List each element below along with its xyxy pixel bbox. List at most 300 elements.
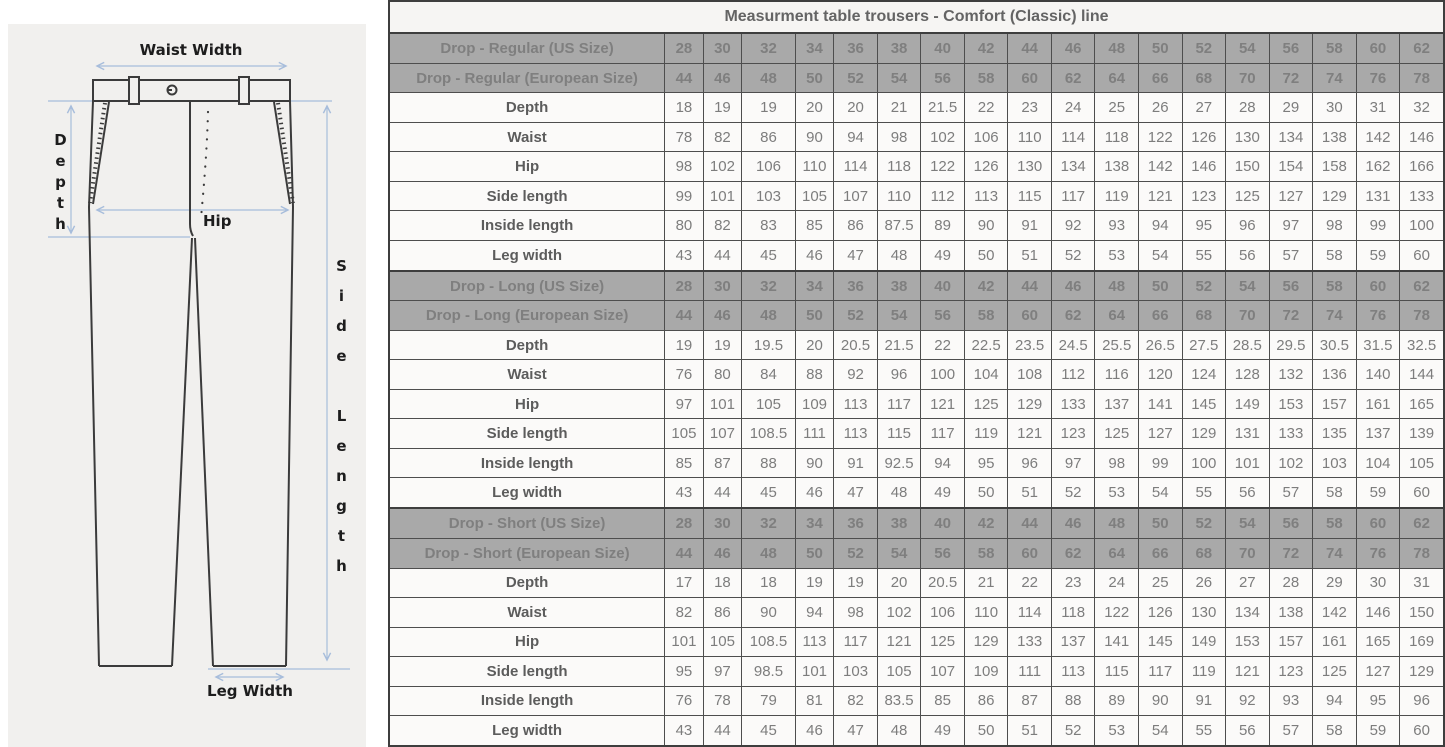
value-cell: 157 — [1269, 627, 1313, 657]
measurement-table — [388, 0, 1445, 747]
value-cell: 52 — [834, 63, 878, 93]
value-cell: 19 — [703, 93, 742, 123]
value-cell: 58 — [1313, 478, 1357, 508]
value-cell: 91 — [1008, 211, 1052, 241]
value-cell: 100 — [1400, 211, 1444, 241]
value-cell: 28.5 — [1226, 330, 1270, 360]
value-cell: 46 — [795, 240, 834, 270]
value-cell: 95 — [1356, 686, 1400, 716]
depth-label: Depth — [51, 131, 70, 236]
value-cell: 32.5 — [1400, 330, 1444, 360]
value-cell: 122 — [1095, 598, 1139, 628]
value-cell: 50 — [795, 301, 834, 331]
pocket-left — [93, 102, 109, 204]
value-cell: 19 — [795, 568, 834, 598]
value-cell: 57 — [1269, 478, 1313, 508]
pocket-right — [274, 102, 290, 204]
value-cell: 56 — [1269, 508, 1313, 538]
value-cell: 88 — [1051, 686, 1095, 716]
value-cell: 142 — [1138, 152, 1182, 182]
value-cell: 137 — [1356, 419, 1400, 449]
value-cell: 85 — [665, 448, 704, 478]
value-cell: 114 — [1008, 598, 1052, 628]
value-cell: 87.5 — [877, 211, 921, 241]
value-cell: 45 — [742, 716, 796, 746]
row-label: Side length — [389, 181, 665, 211]
value-cell: 66 — [1138, 301, 1182, 331]
value-cell: 129 — [1008, 389, 1052, 419]
value-cell: 36 — [834, 508, 878, 538]
value-cell: 125 — [921, 627, 965, 657]
value-cell: 110 — [1008, 122, 1052, 152]
value-cell: 23 — [1051, 568, 1095, 598]
row-label: Side length — [389, 419, 665, 449]
value-cell: 52 — [834, 301, 878, 331]
value-cell: 89 — [921, 211, 965, 241]
value-cell: 58 — [1313, 508, 1357, 538]
value-cell: 97 — [665, 389, 704, 419]
value-cell: 86 — [742, 122, 796, 152]
value-cell: 85 — [921, 686, 965, 716]
value-cell: 46 — [703, 301, 742, 331]
table-title-row — [389, 1, 1444, 33]
value-cell: 121 — [1138, 181, 1182, 211]
value-cell: 139 — [1400, 419, 1444, 449]
value-cell: 85 — [795, 211, 834, 241]
value-cell: 44 — [665, 539, 704, 569]
value-cell: 93 — [1269, 686, 1313, 716]
value-cell: 135 — [1313, 419, 1357, 449]
value-cell: 110 — [964, 598, 1008, 628]
value-cell: 38 — [877, 508, 921, 538]
value-cell: 104 — [1356, 448, 1400, 478]
belt-loop-left — [129, 77, 139, 104]
value-cell: 52 — [1182, 33, 1226, 63]
value-cell: 133 — [1051, 389, 1095, 419]
value-cell: 38 — [877, 271, 921, 301]
value-cell: 70 — [1226, 63, 1270, 93]
value-cell: 94 — [1138, 211, 1182, 241]
value-cell: 146 — [1400, 122, 1444, 152]
value-cell: 92 — [834, 360, 878, 390]
value-cell: 47 — [834, 716, 878, 746]
value-cell: 88 — [795, 360, 834, 390]
value-cell: 54 — [1138, 240, 1182, 270]
value-cell: 22.5 — [964, 330, 1008, 360]
value-cell: 52 — [1182, 508, 1226, 538]
value-cell: 43 — [665, 478, 704, 508]
value-cell: 49 — [921, 478, 965, 508]
value-cell: 52 — [1051, 478, 1095, 508]
value-cell: 56 — [921, 301, 965, 331]
value-cell: 134 — [1051, 152, 1095, 182]
value-cell: 21.5 — [921, 93, 965, 123]
value-cell: 46 — [795, 716, 834, 746]
value-cell: 56 — [1269, 33, 1313, 63]
value-cell: 107 — [921, 657, 965, 687]
value-cell: 19 — [703, 330, 742, 360]
value-cell: 74 — [1313, 63, 1357, 93]
value-cell: 146 — [1182, 152, 1226, 182]
value-cell: 130 — [1182, 598, 1226, 628]
value-cell: 68 — [1182, 63, 1226, 93]
value-cell: 127 — [1269, 181, 1313, 211]
value-cell: 86 — [703, 598, 742, 628]
value-cell: 100 — [1182, 448, 1226, 478]
value-cell: 24 — [1095, 568, 1139, 598]
value-cell: 82 — [703, 122, 742, 152]
value-cell: 149 — [1226, 389, 1270, 419]
value-cell: 110 — [795, 152, 834, 182]
value-cell: 142 — [1356, 122, 1400, 152]
value-cell: 87 — [703, 448, 742, 478]
value-cell: 55 — [1182, 240, 1226, 270]
value-cell: 50 — [795, 63, 834, 93]
value-cell: 94 — [921, 448, 965, 478]
value-cell: 29.5 — [1269, 330, 1313, 360]
row-label: Waist — [389, 122, 665, 152]
trouser-diagram — [0, 0, 388, 747]
value-cell: 153 — [1269, 389, 1313, 419]
value-cell: 141 — [1138, 389, 1182, 419]
value-cell: 133 — [1008, 627, 1052, 657]
value-cell: 120 — [1138, 360, 1182, 390]
value-cell: 60 — [1008, 539, 1052, 569]
value-cell: 21 — [964, 568, 1008, 598]
value-cell: 25 — [1095, 93, 1139, 123]
value-cell: 52 — [834, 539, 878, 569]
value-cell: 123 — [1182, 181, 1226, 211]
value-cell: 28 — [1226, 93, 1270, 123]
value-cell: 103 — [1313, 448, 1357, 478]
value-cell: 132 — [1269, 360, 1313, 390]
value-cell: 26 — [1182, 568, 1226, 598]
value-cell: 22 — [921, 330, 965, 360]
value-cell: 56 — [921, 63, 965, 93]
value-cell: 20.5 — [834, 330, 878, 360]
value-cell: 60 — [1008, 63, 1052, 93]
value-cell: 113 — [795, 627, 834, 657]
value-cell: 102 — [877, 598, 921, 628]
value-cell: 109 — [964, 657, 1008, 687]
value-cell: 129 — [1182, 419, 1226, 449]
value-cell: 128 — [1226, 360, 1270, 390]
value-cell: 53 — [1095, 240, 1139, 270]
value-cell: 127 — [1356, 657, 1400, 687]
row-label: Drop - Regular (US Size) — [389, 33, 665, 63]
value-cell: 138 — [1313, 122, 1357, 152]
value-cell: 54 — [1138, 478, 1182, 508]
row-label: Drop - Short (US Size) — [389, 508, 665, 538]
measurement-row — [389, 360, 1444, 390]
value-cell: 137 — [1051, 627, 1095, 657]
value-cell: 20 — [795, 330, 834, 360]
value-cell: 59 — [1356, 478, 1400, 508]
value-cell: 18 — [742, 568, 796, 598]
value-cell: 27 — [1226, 568, 1270, 598]
value-cell: 46 — [703, 539, 742, 569]
value-cell: 54 — [1226, 508, 1270, 538]
value-cell: 86 — [964, 686, 1008, 716]
value-cell: 94 — [1313, 686, 1357, 716]
value-cell: 98 — [834, 598, 878, 628]
value-cell: 84 — [742, 360, 796, 390]
value-cell: 81 — [795, 686, 834, 716]
value-cell: 50 — [1138, 33, 1182, 63]
value-cell: 102 — [921, 122, 965, 152]
value-cell: 57 — [1269, 716, 1313, 746]
measurement-row — [389, 568, 1444, 598]
value-cell: 121 — [1226, 657, 1270, 687]
value-cell: 134 — [1269, 122, 1313, 152]
value-cell: 27 — [1182, 93, 1226, 123]
value-cell: 58 — [1313, 33, 1357, 63]
measurement-row — [389, 152, 1444, 182]
value-cell: 40 — [921, 33, 965, 63]
value-cell: 51 — [1008, 240, 1052, 270]
value-cell: 157 — [1313, 389, 1357, 419]
value-cell: 96 — [877, 360, 921, 390]
value-cell: 25.5 — [1095, 330, 1139, 360]
value-cell: 114 — [834, 152, 878, 182]
value-cell: 161 — [1313, 627, 1357, 657]
value-cell: 76 — [1356, 539, 1400, 569]
value-cell: 97 — [1269, 211, 1313, 241]
value-cell: 29 — [1269, 93, 1313, 123]
value-cell: 141 — [1095, 627, 1139, 657]
measurement-table-body — [389, 33, 1444, 746]
row-label: Hip — [389, 389, 665, 419]
value-cell: 68 — [1182, 539, 1226, 569]
value-cell: 103 — [834, 657, 878, 687]
trouser-drawing — [0, 0, 388, 747]
value-cell: 158 — [1313, 152, 1357, 182]
value-cell: 28 — [1269, 568, 1313, 598]
value-cell: 54 — [877, 539, 921, 569]
value-cell: 66 — [1138, 63, 1182, 93]
size-header-row — [389, 63, 1444, 93]
value-cell: 48 — [742, 301, 796, 331]
value-cell: 112 — [921, 181, 965, 211]
value-cell: 101 — [795, 657, 834, 687]
value-cell: 116 — [1095, 360, 1139, 390]
value-cell: 144 — [1400, 360, 1444, 390]
value-cell: 32 — [742, 271, 796, 301]
value-cell: 43 — [665, 240, 704, 270]
value-cell: 28 — [665, 508, 704, 538]
value-cell: 149 — [1182, 627, 1226, 657]
value-cell: 98 — [665, 152, 704, 182]
value-cell: 102 — [1269, 448, 1313, 478]
value-cell: 68 — [1182, 301, 1226, 331]
value-cell: 169 — [1400, 627, 1444, 657]
value-cell: 130 — [1226, 122, 1270, 152]
value-cell: 105 — [795, 181, 834, 211]
value-cell: 82 — [834, 686, 878, 716]
value-cell: 126 — [1138, 598, 1182, 628]
leg-width-label: Leg Width — [207, 682, 293, 700]
value-cell: 136 — [1313, 360, 1357, 390]
value-cell: 30 — [703, 508, 742, 538]
value-cell: 48 — [742, 539, 796, 569]
value-cell: 20 — [834, 93, 878, 123]
value-cell: 125 — [1313, 657, 1357, 687]
row-label: Depth — [389, 568, 665, 598]
value-cell: 90 — [795, 448, 834, 478]
value-cell: 27.5 — [1182, 330, 1226, 360]
value-cell: 119 — [1182, 657, 1226, 687]
value-cell: 97 — [1051, 448, 1095, 478]
value-cell: 58 — [1313, 271, 1357, 301]
value-cell: 50 — [964, 478, 1008, 508]
row-label: Leg width — [389, 478, 665, 508]
value-cell: 28 — [665, 271, 704, 301]
value-cell: 80 — [665, 211, 704, 241]
value-cell: 121 — [1008, 419, 1052, 449]
value-cell: 55 — [1182, 478, 1226, 508]
value-cell: 145 — [1182, 389, 1226, 419]
value-cell: 105 — [877, 657, 921, 687]
value-cell: 58 — [964, 539, 1008, 569]
value-cell: 138 — [1269, 598, 1313, 628]
value-cell: 87 — [1008, 686, 1052, 716]
value-cell: 78 — [1400, 301, 1444, 331]
value-cell: 118 — [1051, 598, 1095, 628]
value-cell: 30.5 — [1313, 330, 1357, 360]
value-cell: 46 — [1051, 271, 1095, 301]
value-cell: 95 — [964, 448, 1008, 478]
value-cell: 134 — [1226, 598, 1270, 628]
value-cell: 107 — [834, 181, 878, 211]
value-cell: 91 — [834, 448, 878, 478]
measurement-row — [389, 211, 1444, 241]
value-cell: 50 — [795, 539, 834, 569]
value-cell: 129 — [964, 627, 1008, 657]
value-cell: 129 — [1400, 657, 1444, 687]
value-cell: 56 — [921, 539, 965, 569]
value-cell: 58 — [1313, 240, 1357, 270]
value-cell: 113 — [834, 389, 878, 419]
value-cell: 48 — [742, 63, 796, 93]
value-cell: 50 — [1138, 271, 1182, 301]
value-cell: 165 — [1356, 627, 1400, 657]
value-cell: 50 — [1138, 508, 1182, 538]
value-cell: 19.5 — [742, 330, 796, 360]
value-cell: 36 — [834, 271, 878, 301]
value-cell: 23.5 — [1008, 330, 1052, 360]
size-header-row — [389, 301, 1444, 331]
value-cell: 111 — [795, 419, 834, 449]
size-header-row — [389, 508, 1444, 538]
value-cell: 150 — [1226, 152, 1270, 182]
pocket-stitching — [90, 103, 293, 203]
value-cell: 31 — [1400, 568, 1444, 598]
row-label: Hip — [389, 627, 665, 657]
value-cell: 60 — [1400, 240, 1444, 270]
value-cell: 118 — [1095, 122, 1139, 152]
value-cell: 92 — [1226, 686, 1270, 716]
measurement-row — [389, 240, 1444, 270]
value-cell: 95 — [1182, 211, 1226, 241]
value-cell: 36 — [834, 33, 878, 63]
value-cell: 46 — [1051, 508, 1095, 538]
value-cell: 140 — [1356, 360, 1400, 390]
value-cell: 79 — [742, 686, 796, 716]
value-cell: 98 — [1313, 211, 1357, 241]
value-cell: 30 — [703, 33, 742, 63]
value-cell: 130 — [1008, 152, 1052, 182]
size-header-row — [389, 33, 1444, 63]
value-cell: 32 — [1400, 93, 1444, 123]
measurement-row — [389, 598, 1444, 628]
crease-dotted-line — [201, 112, 208, 218]
row-label: Leg width — [389, 240, 665, 270]
value-cell: 62 — [1400, 271, 1444, 301]
value-cell: 28 — [665, 33, 704, 63]
value-cell: 78 — [703, 686, 742, 716]
row-label: Waist — [389, 598, 665, 628]
value-cell: 32 — [742, 33, 796, 63]
value-cell: 96 — [1400, 686, 1444, 716]
value-cell: 52 — [1051, 240, 1095, 270]
value-cell: 110 — [877, 181, 921, 211]
row-label: Drop - Long (US Size) — [389, 271, 665, 301]
value-cell: 78 — [1400, 63, 1444, 93]
value-cell: 24.5 — [1051, 330, 1095, 360]
value-cell: 60 — [1356, 508, 1400, 538]
row-label: Side length — [389, 657, 665, 687]
value-cell: 117 — [1051, 181, 1095, 211]
size-header-row — [389, 539, 1444, 569]
value-cell: 98 — [1095, 448, 1139, 478]
value-cell: 90 — [964, 211, 1008, 241]
value-cell: 62 — [1400, 33, 1444, 63]
value-cell: 18 — [665, 93, 704, 123]
value-cell: 113 — [1051, 657, 1095, 687]
value-cell: 82 — [703, 211, 742, 241]
value-cell: 44 — [703, 240, 742, 270]
value-cell: 40 — [921, 271, 965, 301]
value-cell: 101 — [665, 627, 704, 657]
value-cell: 162 — [1356, 152, 1400, 182]
value-cell: 123 — [1269, 657, 1313, 687]
value-cell: 44 — [665, 301, 704, 331]
value-cell: 100 — [921, 360, 965, 390]
value-cell: 133 — [1400, 181, 1444, 211]
value-cell: 22 — [1008, 568, 1052, 598]
table-title: Measurment table trousers - Comfort (Classic) line — [389, 1, 1444, 33]
value-cell: 58 — [1313, 716, 1357, 746]
value-cell: 21.5 — [877, 330, 921, 360]
value-cell: 78 — [1400, 539, 1444, 569]
value-cell: 121 — [921, 389, 965, 419]
value-cell: 60 — [1400, 478, 1444, 508]
value-cell: 115 — [877, 419, 921, 449]
value-cell: 138 — [1095, 152, 1139, 182]
row-label: Depth — [389, 93, 665, 123]
value-cell: 83.5 — [877, 686, 921, 716]
value-cell: 102 — [703, 152, 742, 182]
value-cell: 105 — [742, 389, 796, 419]
value-cell: 47 — [834, 478, 878, 508]
value-cell: 125 — [1226, 181, 1270, 211]
row-label: Drop - Short (European Size) — [389, 539, 665, 569]
value-cell: 142 — [1313, 598, 1357, 628]
value-cell: 26.5 — [1138, 330, 1182, 360]
value-cell: 76 — [1356, 63, 1400, 93]
value-cell: 76 — [1356, 301, 1400, 331]
value-cell: 31.5 — [1356, 330, 1400, 360]
